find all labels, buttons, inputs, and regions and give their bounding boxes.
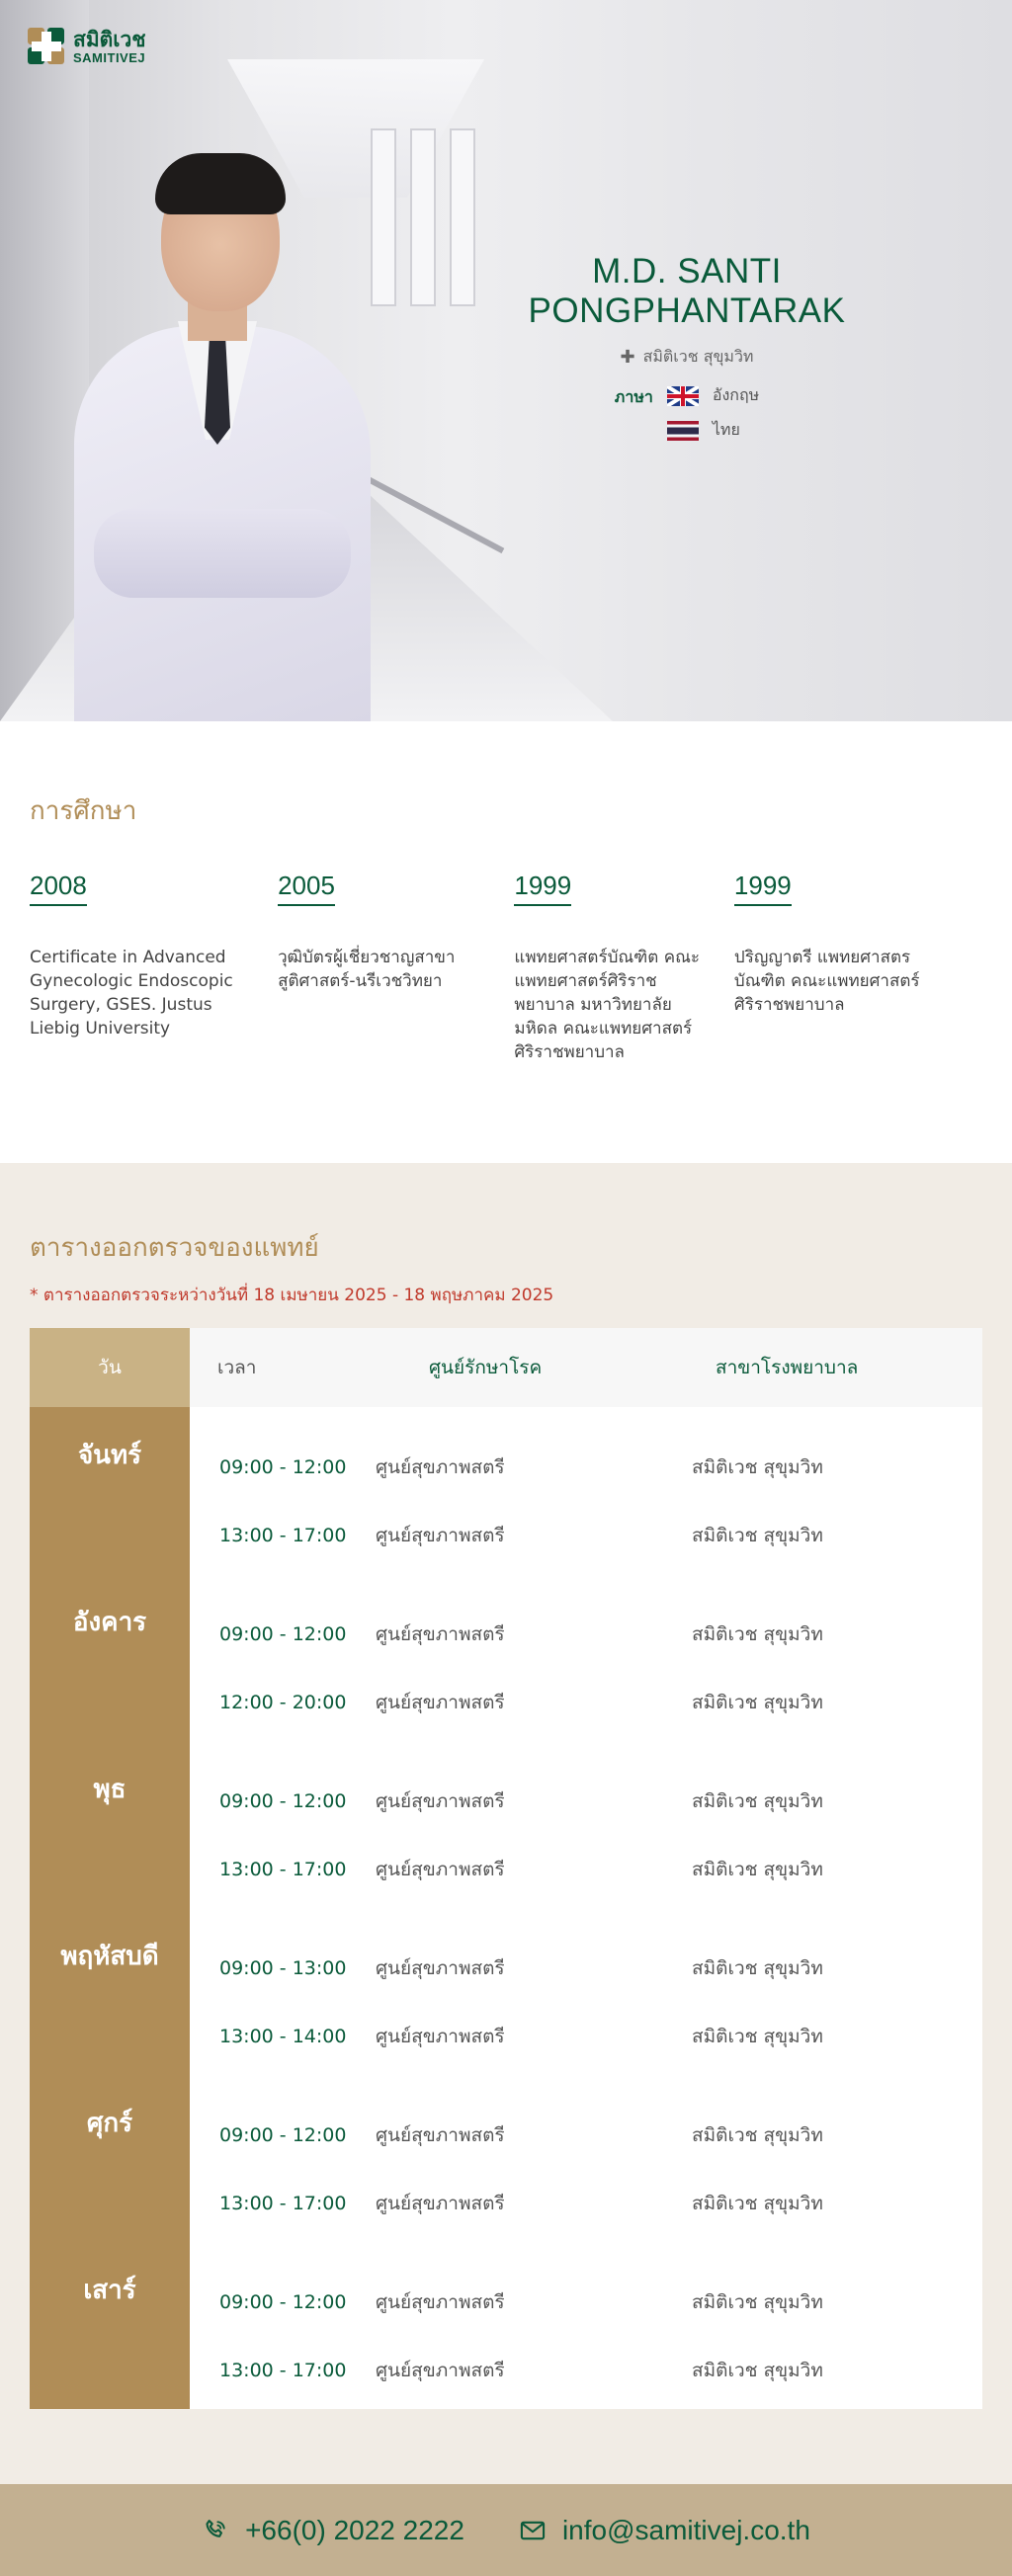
mail-icon bbox=[519, 2517, 547, 2544]
schedule-slot bbox=[190, 1668, 982, 1736]
doctor-branch bbox=[514, 345, 860, 370]
slot-branch: สมิติเวช สุขุมวิท bbox=[692, 1858, 823, 1880]
header-day: วัน bbox=[30, 1328, 190, 1407]
schedule-note: * ตารางออกตรวจระหว่างวันที่ 18 เมษายน 2025 - 18 พฤษภาคม 2025 bbox=[30, 1286, 554, 1305]
day-label: อังคาร bbox=[30, 1574, 190, 1741]
slot-branch: สมิติเวช สุขุมวิท bbox=[692, 1455, 823, 1478]
hero-background-window bbox=[410, 128, 436, 306]
thai-flag-icon bbox=[667, 421, 699, 441]
slot-time: 13:00 - 17:00 bbox=[219, 1524, 347, 1546]
doctor-info bbox=[514, 252, 860, 443]
slot-time: 09:00 - 12:00 bbox=[219, 1455, 347, 1478]
hero-background-window bbox=[450, 128, 475, 306]
header-time: เวลา bbox=[217, 1357, 257, 1378]
languages bbox=[514, 383, 860, 443]
slot-center: ศูนย์สุขภาพสตรี bbox=[376, 1858, 505, 1880]
slot-branch: สมิติเวช สุขุมวิท bbox=[692, 1622, 823, 1645]
education-year: 2005 bbox=[278, 871, 335, 906]
slot-time: 13:00 - 17:00 bbox=[219, 2192, 347, 2214]
schedule-slot bbox=[190, 2268, 982, 2336]
schedule-slot bbox=[190, 1835, 982, 1903]
doctor-hero bbox=[0, 0, 1012, 721]
education-year: 1999 bbox=[734, 871, 792, 906]
day-label: ศุกร์ bbox=[30, 2075, 190, 2242]
education-title: การศึกษา bbox=[30, 796, 137, 826]
slot-center: ศูนย์สุขภาพสตรี bbox=[376, 2359, 505, 2381]
slot-time: 09:00 - 12:00 bbox=[219, 1622, 347, 1645]
day-label: เสาร์ bbox=[30, 2242, 190, 2409]
schedule-slot bbox=[190, 1433, 982, 1501]
schedule-slot bbox=[190, 2002, 982, 2070]
email-link[interactable] bbox=[519, 2515, 810, 2546]
language-name: ไทย bbox=[712, 420, 740, 439]
contact-footer bbox=[0, 2484, 1012, 2576]
phone-icon bbox=[202, 2517, 229, 2544]
education-item bbox=[734, 871, 982, 1064]
schedule-day-row bbox=[30, 2075, 982, 2242]
header-center: ศูนย์รักษาโรค bbox=[429, 1357, 543, 1378]
schedule-day-row bbox=[30, 1741, 982, 1908]
slot-branch: สมิติเวช สุขุมวิท bbox=[692, 1524, 823, 1546]
schedule-day-row bbox=[30, 1574, 982, 1741]
slot-center: ศูนย์สุขภาพสตรี bbox=[376, 1789, 505, 1812]
slot-branch: สมิติเวช สุขุมวิท bbox=[692, 2359, 823, 2381]
logo-name-en: SAMITIVEJ bbox=[73, 49, 146, 65]
schedule-slot bbox=[190, 2336, 982, 2404]
slot-branch: สมิติเวช สุขุมวิท bbox=[692, 2025, 823, 2047]
schedule-day-row bbox=[30, 2242, 982, 2409]
day-label: จันทร์ bbox=[30, 1407, 190, 1574]
slot-time: 13:00 - 14:00 bbox=[219, 2025, 347, 2047]
slot-time: 13:00 - 17:00 bbox=[219, 1858, 347, 1880]
schedule-slot bbox=[190, 1600, 982, 1668]
slot-center: ศูนย์สุขภาพสตรี bbox=[376, 2290, 505, 2313]
doctor-photo bbox=[74, 153, 380, 721]
schedule-slot bbox=[190, 2169, 982, 2237]
doctor-branch-label: สมิติเวช สุขุมวิท bbox=[642, 347, 754, 366]
slot-time: 09:00 - 12:00 bbox=[219, 2123, 347, 2146]
logo-name-th: สมิติเวช bbox=[73, 27, 146, 51]
education-text: ปริญญาตรี แพทยศาสตรบัณฑิต คณะแพทยศาสตร์ศิริราชพยาบาล bbox=[733, 948, 920, 1015]
schedule-day-row bbox=[30, 1407, 982, 1574]
schedule-header-row bbox=[30, 1328, 982, 1407]
email-address: info@samitivej.co.th bbox=[561, 2514, 810, 2545]
slot-branch: สมิติเวช สุขุมวิท bbox=[692, 1956, 823, 1979]
education-item bbox=[278, 871, 514, 1064]
education-year: 1999 bbox=[514, 871, 571, 906]
schedule-section bbox=[0, 1163, 1012, 2484]
slot-center: ศูนย์สุขภาพสตรี bbox=[376, 2025, 505, 2047]
schedule-day-row bbox=[30, 1908, 982, 2075]
slot-center: ศูนย์สุขภาพสตรี bbox=[376, 1622, 505, 1645]
slot-center: ศูนย์สุขภาพสตรี bbox=[376, 1455, 505, 1478]
slot-time: 13:00 - 17:00 bbox=[219, 2359, 347, 2381]
schedule-slot bbox=[190, 1501, 982, 1569]
schedule-table bbox=[30, 1328, 982, 2409]
slot-time: 09:00 - 12:00 bbox=[219, 1789, 347, 1812]
schedule-rows bbox=[30, 1407, 982, 2409]
uk-flag-icon bbox=[667, 386, 699, 406]
slot-center: ศูนย์สุขภาพสตรี bbox=[376, 2123, 505, 2146]
language-item-english bbox=[667, 383, 759, 408]
schedule-slot bbox=[190, 1934, 982, 2002]
slot-branch: สมิติเวช สุขุมวิท bbox=[692, 1691, 823, 1713]
schedule-slot bbox=[190, 2101, 982, 2169]
slot-time: 09:00 - 13:00 bbox=[219, 1956, 347, 1979]
samitivej-logo-icon bbox=[28, 28, 65, 65]
education-item bbox=[30, 871, 278, 1064]
slot-branch: สมิติเวช สุขุมวิท bbox=[692, 2123, 823, 2146]
slot-branch: สมิติเวช สุขุมวิท bbox=[692, 2192, 823, 2214]
header-branch: สาขาโรงพยาบาล bbox=[716, 1357, 859, 1378]
phone-number: +66(0) 2022 2222 bbox=[245, 2514, 464, 2545]
slot-center: ศูนย์สุขภาพสตรี bbox=[376, 1691, 505, 1713]
education-text: วุฒิบัตรผู้เชี่ยวชาญสาขาสูติศาสตร์-นรีเวชวิทยา bbox=[278, 948, 456, 991]
slot-center: ศูนย์สุขภาพสตรี bbox=[376, 2192, 505, 2214]
samitivej-logo[interactable] bbox=[28, 28, 146, 65]
phone-link[interactable] bbox=[202, 2515, 464, 2546]
education-list bbox=[30, 871, 982, 1064]
day-label: พฤหัสบดี bbox=[30, 1908, 190, 2075]
slot-branch: สมิติเวช สุขุมวิท bbox=[692, 1789, 823, 1812]
education-text: Certificate in Advanced Gynecologic Endoscopic Surgery, GSES. Justus Liebig University bbox=[30, 948, 233, 1039]
slot-center: ศูนย์สุขภาพสตรี bbox=[376, 1524, 505, 1546]
education-section bbox=[0, 721, 1012, 1163]
schedule-slot bbox=[190, 1767, 982, 1835]
language-label: ภาษา bbox=[614, 387, 653, 406]
education-item bbox=[514, 871, 734, 1064]
slot-time: 12:00 - 20:00 bbox=[219, 1691, 347, 1713]
education-text: แพทยศาสตร์บัณฑิต คณะแพทยศาสตร์ศิริราชพยาบาล มหาวิทยาลัยมหิดล คณะแพทยศาสตร์ศิริราชพยาบาล bbox=[514, 948, 700, 1062]
slot-center: ศูนย์สุขภาพสตรี bbox=[376, 1956, 505, 1979]
education-year: 2008 bbox=[30, 871, 87, 906]
schedule-title: ตารางออกตรวจของแพทย์ bbox=[30, 1233, 319, 1263]
cross-icon: ✚ bbox=[620, 346, 635, 368]
language-name: อังกฤษ bbox=[712, 385, 760, 404]
language-item-thai bbox=[667, 418, 759, 443]
day-label: พุธ bbox=[30, 1741, 190, 1908]
doctor-name: M.D. SANTI PONGPHANTARAK bbox=[528, 252, 846, 330]
slot-time: 09:00 - 12:00 bbox=[219, 2290, 347, 2313]
slot-branch: สมิติเวช สุขุมวิท bbox=[692, 2290, 823, 2313]
